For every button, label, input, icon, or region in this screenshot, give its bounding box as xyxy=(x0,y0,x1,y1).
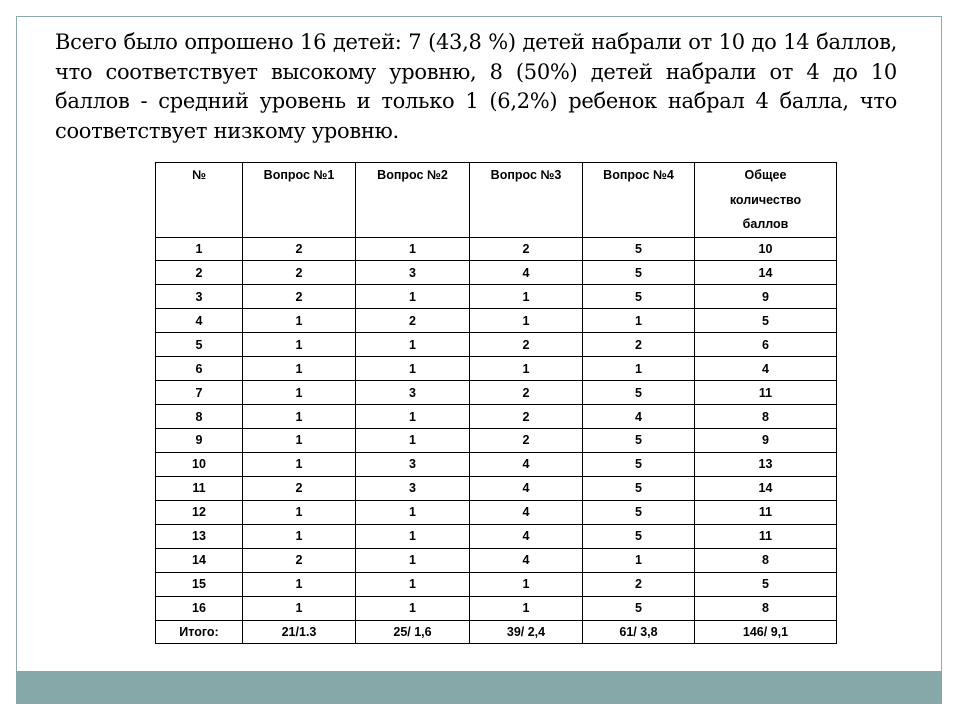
cell-total: 14 xyxy=(695,261,837,285)
total-score: 146/ 9,1 xyxy=(695,620,837,644)
cell-total: 6 xyxy=(695,333,837,357)
cell-question-2: 1 xyxy=(356,596,470,620)
cell-question-2: 1 xyxy=(356,524,470,548)
cell-question-3: 4 xyxy=(470,476,583,500)
cell-question-1: 1 xyxy=(243,381,356,405)
cell-question-3: 4 xyxy=(470,548,583,572)
cell-question-1: 1 xyxy=(243,405,356,429)
cell-total: 8 xyxy=(695,548,837,572)
cell-question-2: 2 xyxy=(356,309,470,333)
cell-number: 8 xyxy=(156,405,243,429)
cell-total: 13 xyxy=(695,452,837,476)
cell-question-3: 2 xyxy=(470,429,583,453)
cell-question-4: 1 xyxy=(583,548,695,572)
table-row xyxy=(156,572,837,596)
cell-total: 10 xyxy=(695,237,837,261)
header-number: № xyxy=(156,163,243,238)
cell-question-4: 5 xyxy=(583,381,695,405)
table-row xyxy=(156,261,837,285)
table-header-row xyxy=(156,163,837,238)
table-row xyxy=(156,476,837,500)
table-row xyxy=(156,429,837,453)
cell-number: 11 xyxy=(156,476,243,500)
totals-row xyxy=(156,620,837,644)
cell-number: 13 xyxy=(156,524,243,548)
cell-number: 4 xyxy=(156,309,243,333)
cell-question-3: 2 xyxy=(470,405,583,429)
cell-question-3: 4 xyxy=(470,500,583,524)
cell-question-2: 1 xyxy=(356,285,470,309)
cell-question-1: 1 xyxy=(243,596,356,620)
cell-question-3: 1 xyxy=(470,596,583,620)
cell-question-4: 1 xyxy=(583,309,695,333)
table-row xyxy=(156,237,837,261)
cell-question-1: 1 xyxy=(243,429,356,453)
cell-total: 11 xyxy=(695,524,837,548)
header-question-2: Вопрос №2 xyxy=(356,163,470,238)
cell-question-1: 2 xyxy=(243,261,356,285)
cell-question-2: 3 xyxy=(356,452,470,476)
cell-question-1: 1 xyxy=(243,357,356,381)
totals-label: Итого: xyxy=(156,620,243,644)
cell-question-4: 5 xyxy=(583,452,695,476)
table-row xyxy=(156,381,837,405)
cell-question-2: 1 xyxy=(356,333,470,357)
cell-question-1: 2 xyxy=(243,285,356,309)
header-total-line-2: количество xyxy=(729,192,802,207)
cell-question-4: 1 xyxy=(583,357,695,381)
cell-question-4: 4 xyxy=(583,405,695,429)
total-question-1: 21/1.3 xyxy=(243,620,356,644)
table-row xyxy=(156,548,837,572)
cell-question-4: 2 xyxy=(583,572,695,596)
header-question-4: Вопрос №4 xyxy=(583,163,695,238)
cell-total: 11 xyxy=(695,500,837,524)
cell-total: 8 xyxy=(695,405,837,429)
table-body xyxy=(156,237,837,644)
cell-question-3: 4 xyxy=(470,261,583,285)
total-question-2: 25/ 1,6 xyxy=(356,620,470,644)
cell-question-2: 1 xyxy=(356,237,470,261)
cell-question-1: 1 xyxy=(243,309,356,333)
cell-total: 11 xyxy=(695,381,837,405)
header-question-3: Вопрос №3 xyxy=(470,163,583,238)
cell-number: 6 xyxy=(156,357,243,381)
cell-question-1: 1 xyxy=(243,500,356,524)
cell-question-4: 5 xyxy=(583,596,695,620)
cell-number: 16 xyxy=(156,596,243,620)
cell-number: 1 xyxy=(156,237,243,261)
table-row xyxy=(156,333,837,357)
table-row xyxy=(156,309,837,333)
cell-total: 9 xyxy=(695,429,837,453)
cell-question-2: 1 xyxy=(356,429,470,453)
results-table xyxy=(155,162,837,644)
table-row xyxy=(156,357,837,381)
table-row xyxy=(156,596,837,620)
table-row xyxy=(156,285,837,309)
total-question-3: 39/ 2,4 xyxy=(470,620,583,644)
cell-question-1: 1 xyxy=(243,452,356,476)
cell-question-3: 1 xyxy=(470,309,583,333)
cell-number: 5 xyxy=(156,333,243,357)
cell-question-2: 3 xyxy=(356,381,470,405)
total-question-4: 61/ 3,8 xyxy=(583,620,695,644)
cell-number: 2 xyxy=(156,261,243,285)
cell-question-3: 1 xyxy=(470,285,583,309)
summary-paragraph: Всего было опрошено 16 детей: 7 (43,8 %) детей набрали от 10 до 14 баллов, что соответствует высокому уровню, 8 (50%) детей набрали от 4 до 10 баллов - средний уровень и только 1 (6,2%) ребенок набрал 4 балла, что соответствует низкому уровню. xyxy=(55,30,897,143)
cell-question-1: 2 xyxy=(243,237,356,261)
cell-question-4: 2 xyxy=(583,333,695,357)
cell-question-1: 1 xyxy=(243,524,356,548)
cell-question-2: 1 xyxy=(356,357,470,381)
cell-question-3: 2 xyxy=(470,333,583,357)
cell-total: 9 xyxy=(695,285,837,309)
cell-question-4: 5 xyxy=(583,237,695,261)
cell-question-4: 5 xyxy=(583,476,695,500)
cell-question-2: 1 xyxy=(356,500,470,524)
header-total-score xyxy=(695,163,837,238)
cell-question-3: 1 xyxy=(470,357,583,381)
table-row xyxy=(156,452,837,476)
cell-question-3: 1 xyxy=(470,572,583,596)
cell-question-1: 2 xyxy=(243,548,356,572)
cell-question-1: 1 xyxy=(243,572,356,596)
cell-question-3: 2 xyxy=(470,381,583,405)
header-question-1: Вопрос №1 xyxy=(243,163,356,238)
cell-question-4: 5 xyxy=(583,261,695,285)
cell-question-2: 1 xyxy=(356,405,470,429)
cell-total: 8 xyxy=(695,596,837,620)
cell-total: 5 xyxy=(695,572,837,596)
cell-question-2: 3 xyxy=(356,261,470,285)
cell-question-2: 1 xyxy=(356,572,470,596)
cell-question-1: 2 xyxy=(243,476,356,500)
cell-number: 14 xyxy=(156,548,243,572)
cell-question-4: 5 xyxy=(583,524,695,548)
table-row xyxy=(156,524,837,548)
cell-question-2: 1 xyxy=(356,548,470,572)
cell-question-3: 4 xyxy=(470,452,583,476)
table-row xyxy=(156,405,837,429)
cell-number: 7 xyxy=(156,381,243,405)
cell-total: 14 xyxy=(695,476,837,500)
bottom-bar xyxy=(16,671,942,704)
header-total-line-3: баллов xyxy=(742,217,789,231)
cell-total: 4 xyxy=(695,357,837,381)
cell-question-3: 4 xyxy=(470,524,583,548)
cell-total: 5 xyxy=(695,309,837,333)
cell-number: 3 xyxy=(156,285,243,309)
cell-question-3: 2 xyxy=(470,237,583,261)
cell-number: 12 xyxy=(156,500,243,524)
table-row xyxy=(156,500,837,524)
cell-question-1: 1 xyxy=(243,333,356,357)
cell-number: 9 xyxy=(156,429,243,453)
cell-question-2: 3 xyxy=(356,476,470,500)
cell-question-4: 5 xyxy=(583,285,695,309)
cell-question-4: 5 xyxy=(583,429,695,453)
header-total-line-1: Общее xyxy=(744,168,787,182)
cell-question-4: 5 xyxy=(583,500,695,524)
cell-number: 15 xyxy=(156,572,243,596)
cell-number: 10 xyxy=(156,452,243,476)
